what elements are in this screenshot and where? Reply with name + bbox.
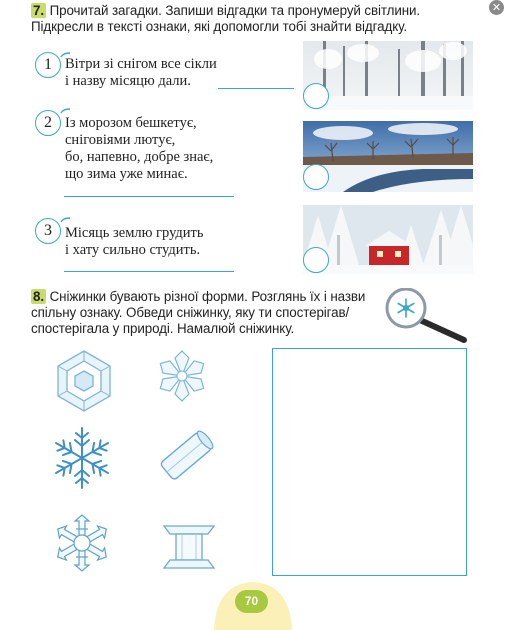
riddle-2-line-3: бо, напевно, добре знає, (65, 149, 214, 165)
photo-snowy-forest (303, 41, 473, 110)
snowflake-flower-icon (155, 349, 209, 403)
task-7-text: Прочитай загадки. Запиши відгадки та пронумеруй світлини. Підкресли в тексті ознаки, які допомогли тобі знайти відгадку. (31, 3, 421, 34)
photo-snowy-house (303, 205, 473, 274)
snowflake-stellar-icon (53, 513, 111, 573)
photo-3-number-circle[interactable] (303, 247, 329, 273)
task-7-number: 7. (33, 3, 44, 18)
photo-1-number-circle[interactable] (303, 83, 329, 109)
riddle-2-line-1: Із морозом бешкетує, (65, 115, 197, 131)
task-8-instructions (31, 289, 375, 337)
riddle-3-line-2: і хату сильно студить. (65, 242, 201, 258)
snowflake-column-icon (155, 427, 217, 485)
riddle-2-line-2: сніговіями лютує, (65, 132, 176, 148)
task-8-text: Сніжинки бувають різної форми. Розглянь їх і назви спільну ознаку. Обведи сніжинку, яку ти спостерігав/спостерігала у природі. Намалюй сніжинку. (31, 289, 366, 336)
riddle-2-line-4: що зима уже минає. (65, 166, 188, 182)
photo-2-number-circle[interactable] (303, 164, 329, 190)
riddle-1-line-1: Вітри зі снігом все сікли (65, 56, 217, 72)
riddle-1-line-2: і назву місяцю дали. (65, 73, 191, 89)
snowflake-dendrite-icon (50, 425, 114, 491)
photo-frozen-river (303, 121, 473, 192)
riddle-2-number: 2 (35, 110, 61, 136)
snowflake-capped-column-icon (162, 522, 216, 572)
close-icon[interactable]: ✕ (489, 0, 504, 15)
riddle-3-number: 3 (35, 218, 61, 244)
snowflake-drawing-area[interactable] (272, 348, 467, 576)
page-number: 70 (235, 590, 268, 613)
riddle-3-line-1: Місяць землю грудить (65, 225, 204, 241)
snowflake-hex-plate-icon (52, 349, 116, 413)
riddle-1-number: 1 (35, 52, 61, 78)
task-8-number: 8. (33, 289, 44, 304)
magnifier-snowflake-icon (384, 288, 468, 344)
